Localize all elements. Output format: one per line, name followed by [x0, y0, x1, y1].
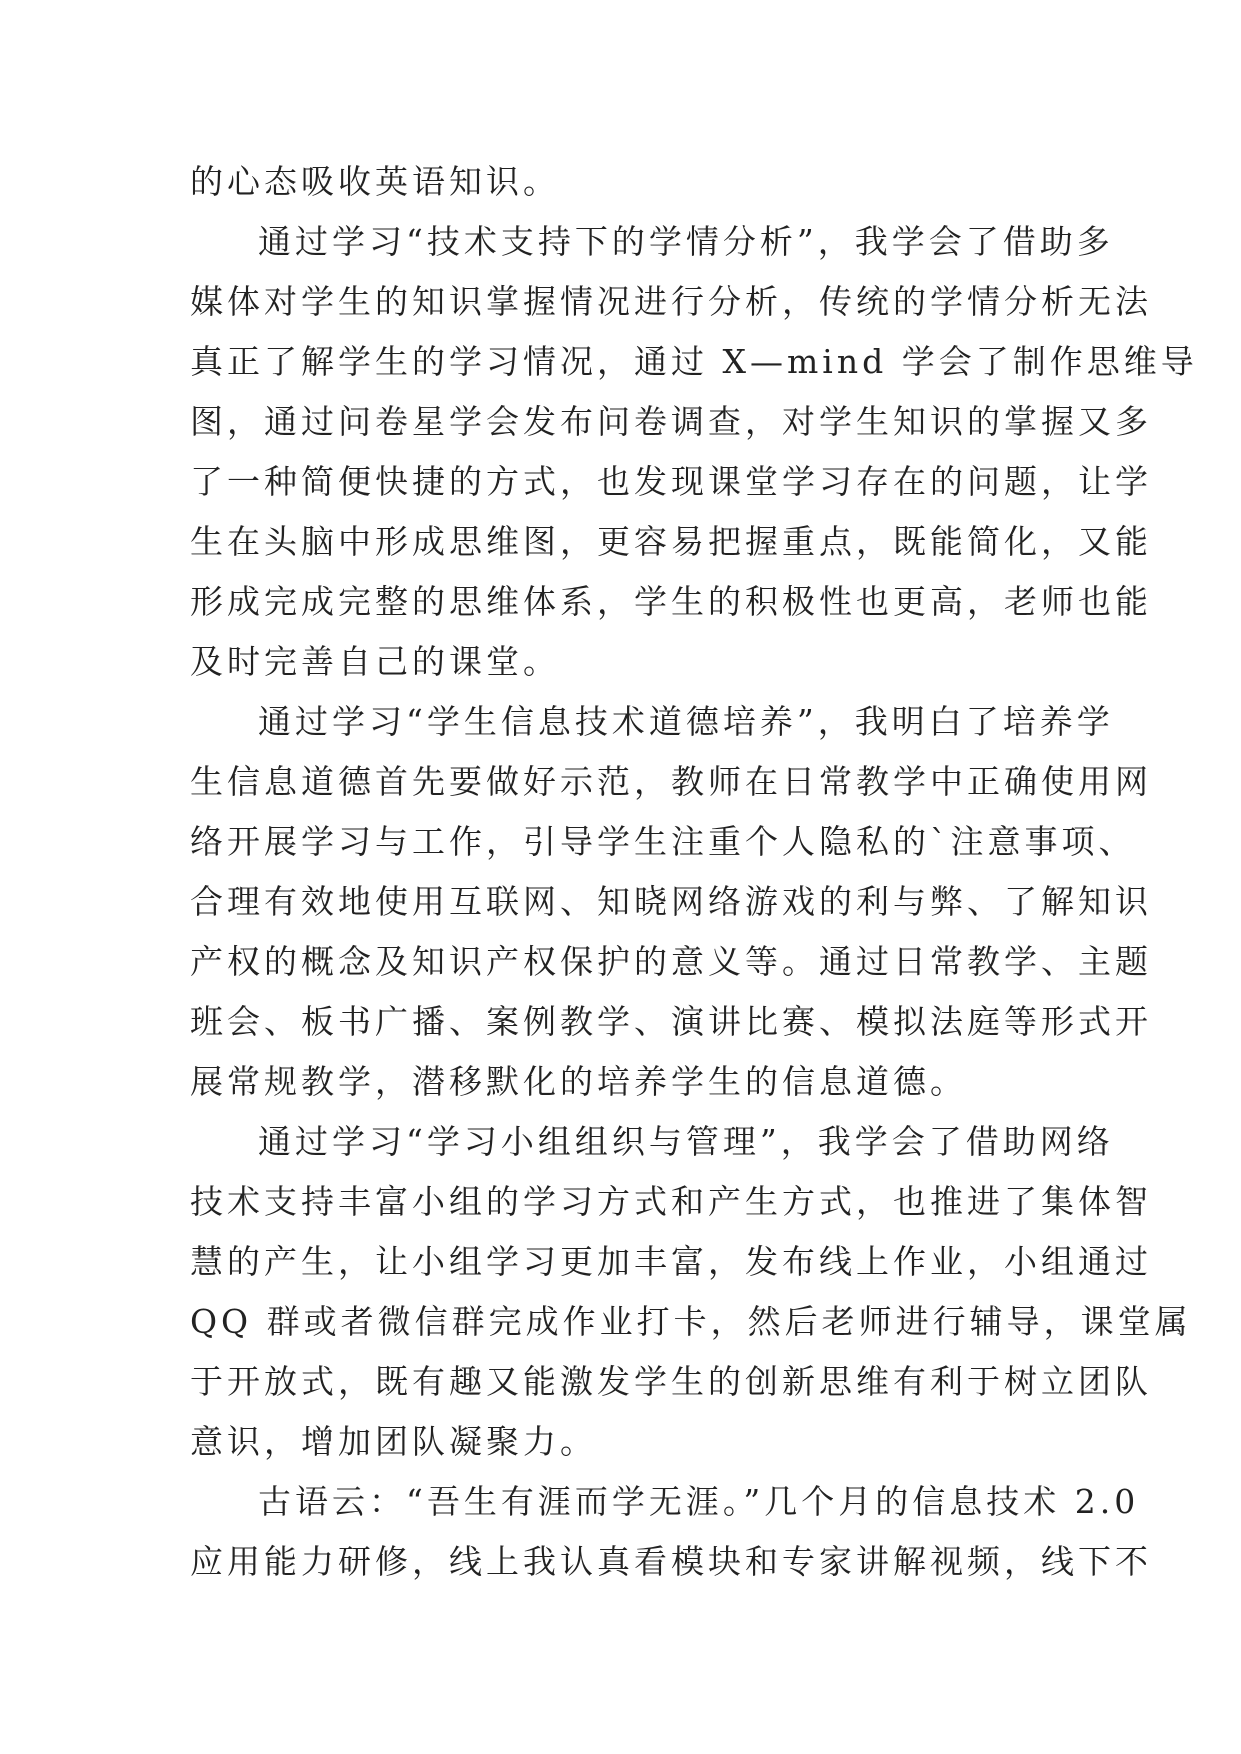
text-line: 展常规教学，潜移默化的培养学生的信息道德。 — [190, 1062, 967, 1101]
text-line: 真正了解学生的学习情况，通过 X—mind 学会了制作思维导 — [190, 342, 1198, 381]
text-line: 慧的产生，让小组学习更加丰富，发布线上作业，小组通过 — [190, 1242, 1152, 1281]
text-line: 合理有效地使用互联网、知晓网络游戏的利与弊、了解知识 — [190, 882, 1152, 921]
text-line: 及时完善自己的课堂。 — [190, 642, 560, 681]
text-line: 班会、板书广播、案例教学、演讲比赛、模拟法庭等形式开 — [190, 1002, 1152, 1041]
text-line: 的心态吸收英语知识。 — [190, 162, 560, 201]
text-line: 媒体对学生的知识掌握情况进行分析，传统的学情分析无法 — [190, 282, 1152, 321]
text-line: 意识，增加团队凝聚力。 — [190, 1422, 597, 1461]
text-line: QQ 群或者微信群完成作业打卡，然后老师进行辅导，课堂属 — [190, 1302, 1192, 1341]
text-line: 产权的概念及知识产权保护的意义等。通过日常教学、主题 — [190, 942, 1152, 981]
text-line: 古语云：“吾生有涯而学无涯。”几个月的信息技术 2.0 — [258, 1482, 1140, 1521]
text-line: 生信息道德首先要做好示范，教师在日常教学中正确使用网 — [190, 762, 1152, 801]
text-line: 通过学习“学生信息技术道德培养”，我明白了培养学 — [258, 702, 1114, 741]
body-text — [190, 152, 1198, 1592]
text-line: 形成完成完整的思维体系，学生的积极性也更高，老师也能 — [190, 582, 1152, 621]
text-line: 通过学习“技术支持下的学情分析”，我学会了借助多 — [258, 222, 1114, 261]
text-line: 应用能力研修，线上我认真看模块和专家讲解视频，线下不 — [190, 1542, 1152, 1581]
text-line: 技术支持丰富小组的学习方式和产生方式，也推进了集体智 — [190, 1182, 1152, 1221]
text-line: 生在头脑中形成思维图，更容易把握重点，既能简化，又能 — [190, 522, 1152, 561]
text-line: 了一种简便快捷的方式，也发现课堂学习存在的问题，让学 — [190, 462, 1152, 501]
text-line: 通过学习“学习小组组织与管理”，我学会了借助网络 — [258, 1122, 1114, 1161]
text-line: 络开展学习与工作，引导学生注重个人隐私的`注意事项、 — [190, 822, 1136, 861]
text-line: 于开放式，既有趣又能激发学生的创新思维有利于树立团队 — [190, 1362, 1152, 1401]
text-line: 图，通过问卷星学会发布问卷调查，对学生知识的掌握又多 — [190, 402, 1152, 441]
